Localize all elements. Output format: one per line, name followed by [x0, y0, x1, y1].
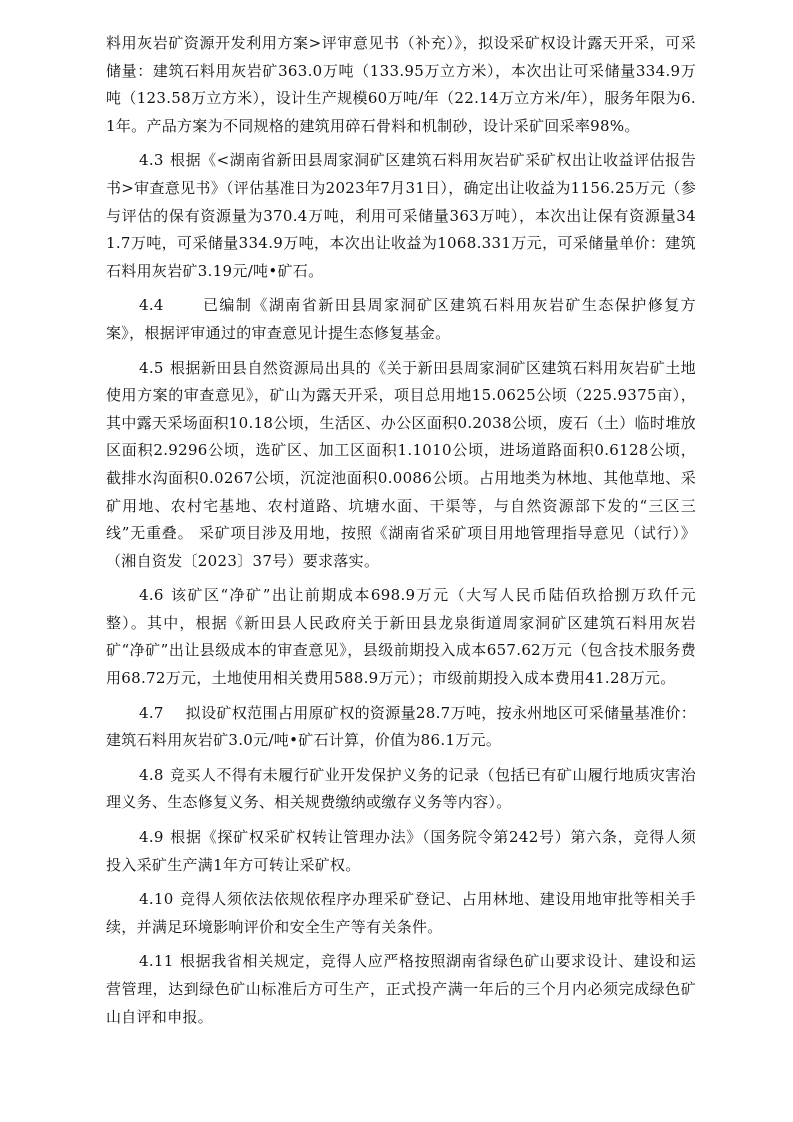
paragraph-4-3	[106, 147, 696, 285]
paragraph-4-4	[106, 292, 696, 347]
paragraph-text: 根据新田县自然资源局出具的《关于新田县周家洞矿区建筑石料用灰岩矿土地使用方案的审查意见》，矿山为露天开采，项目总用地15.0625公顷（225.9375亩），其中露天采场面积10.18公顷，生活区、办公区面积0.2038公顷，废石（土）临时堆放区面积2.9296公顷，选矿区、加工区面积1.1010公顷，进场道路面积0.6128公顷，截排水沟面积0.0267公顷，沉淀池面积0.0086公顷。占用地类为林地、其他草地、采矿用地、农村宅基地、农村道路、坑塘水面、干渠等，与自然资源部下发的“三区三线”无重叠。 采矿项目涉及用地，按照《湖南省采矿项目用地管理指导意见（试行）》（湘自资发〔2023〕37号）要求落实。	[106, 358, 696, 570]
document-page	[106, 30, 696, 1038]
paragraph-text: 根据《探矿权采矿权转让管理办法》（国务院令第242号）第六条，竞得人须投入采矿生产满1年方可转让采矿权。	[106, 828, 696, 874]
paragraph-text: 竞得人须依法依规依程序办理采矿登记、占用林地、建设用地审批等相关手续，并满足环境影响评价和安全生产等有关条件。	[106, 890, 696, 936]
paragraph-number: 4.10	[139, 890, 174, 909]
paragraph-4-9	[106, 824, 696, 879]
paragraph-number: 4.3	[139, 151, 164, 170]
paragraph-number: 4.7	[139, 703, 164, 722]
paragraph-text: 该矿区“净矿”出让前期成本698.9万元（大写人民币陆佰玖拾捌万玖仟元整）。其中，根据《新田县人民政府关于新田县龙泉街道周家洞矿区建筑石料用灰岩矿“净矿”出让县级成本的审查意见》，县级前期投入成本657.62万元（包含技术服务费用68.72万元，土地使用相关费用588.9万元）；市级前期投入成本费用41.28万元。	[106, 586, 696, 688]
paragraph-number: 4.11	[139, 952, 174, 971]
paragraph-4-7	[106, 700, 696, 755]
paragraph-text: 料用灰岩矿资源开发利用方案>评审意见书（补充）》，拟设采矿权设计露天开采，可采储量：建筑石料用灰岩矿363.0万吨（133.95万立方米），本次出让可采储量334.9万吨（123.58万立方米），设计生产规模60万吨/年（22.14万立方米/年），服务年限为6.1年。产品方案为不同规格的建筑用碎石骨料和机制砂，设计采矿回采率98%。	[106, 34, 696, 135]
paragraph-number: 4.4	[139, 296, 164, 315]
paragraph-4-11	[106, 948, 696, 1031]
paragraph-4-5	[106, 355, 696, 576]
paragraph-text: 拟设矿权范围占用原矿权的资源量28.7万吨，按永州地区可采储量基准价：建筑石料用灰岩矿3.0元/吨•矿石计算，价值为86.1万元。	[106, 703, 696, 750]
paragraph-text: 竞买人不得有未履行矿业开发保护义务的记录（包括已有矿山履行地质灾害治理义务、生态修复义务、相关规费缴纳或缴存义务等内容）。	[106, 765, 696, 812]
paragraph-number: 4.8	[139, 765, 164, 784]
paragraph-4-10	[106, 886, 696, 941]
paragraph-text: 根据《<湖南省新田县周家洞矿区建筑石料用灰岩矿采矿权出让收益评估报告书>审查意见书》（评估基准日为2023年7月31日），确定出让收益为1156.25万元（参与评估的保有资源量为370.4万吨，利用可采储量363万吨），本次出让保有资源量341.7万吨，可采储量334.9万吨，本次出让收益为1068.331万元，可采储量单价：建筑石料用灰岩矿3.19元/吨•矿石。	[106, 151, 696, 280]
paragraph-4-8	[106, 762, 696, 817]
paragraph-number: 4.9	[139, 828, 164, 847]
paragraph-text: 已编制《湖南省新田县周家洞矿区建筑石料用灰岩矿生态保护修复方案》，根据评审通过的审查意见计提生态修复基金。	[106, 296, 696, 342]
paragraph-number: 4.6	[139, 586, 164, 605]
paragraph-number: 4.5	[139, 358, 164, 377]
paragraph-text: 根据我省相关规定，竞得人应严格按照湖南省绿色矿山要求设计、建设和运营管理，达到绿色矿山标准后方可生产，正式投产满一年后的三个月内必须完成绿色矿山自评和申报。	[106, 952, 696, 1026]
paragraph-4-6	[106, 582, 696, 692]
paragraph-continuation	[106, 30, 696, 140]
